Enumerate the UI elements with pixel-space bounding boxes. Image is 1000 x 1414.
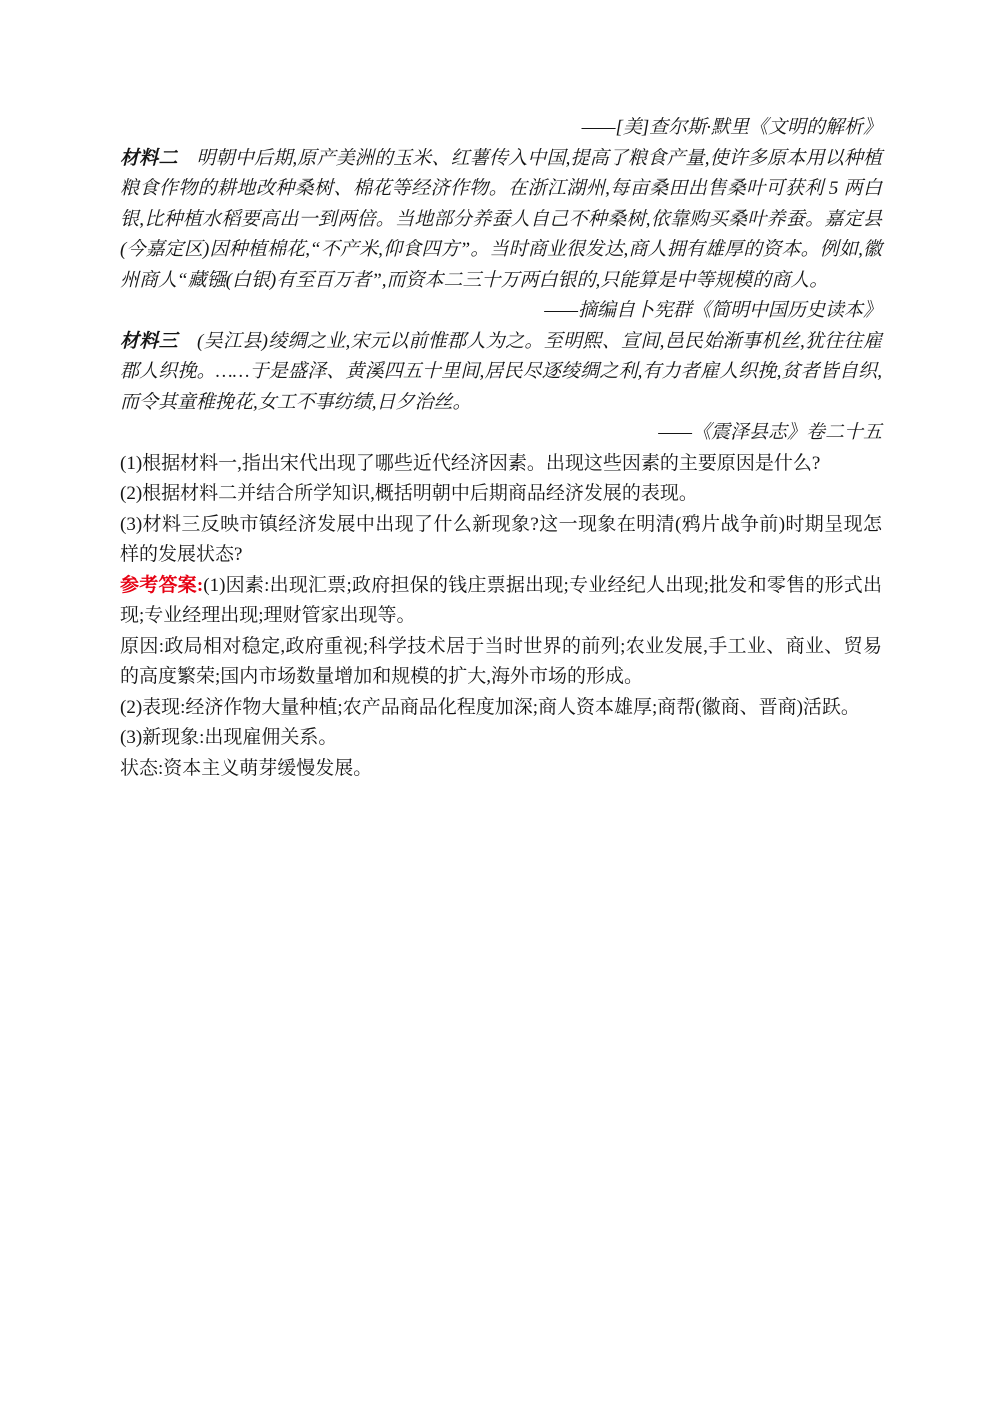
question-3: (3)材料三反映市镇经济发展中出现了什么新现象?这一现象在明清(鸦片战争前)时期呈现怎样的发展状态? <box>120 513 882 565</box>
answer-paragraph-2: 原因:政局相对稳定,政府重视;科学技术居于当时世界的前列;农业发展,手工业、商业、贸易的高度繁荣;国内市场数量增加和规模的扩大,海外市场的形成。 <box>120 635 882 687</box>
page-content <box>120 113 882 784</box>
question-1: (1)根据材料一,指出宋代出现了哪些近代经济因素。出现这些因素的主要原因是什么? <box>120 452 821 474</box>
material2-attribution: ——摘编自卜宪群《简明中国历史读本》 <box>544 300 882 321</box>
question-2: (2)根据材料二并结合所学知识,概括明朝中后期商品经济发展的表现。 <box>120 483 698 504</box>
material2-text: 明朝中后期,原产美洲的玉米、红薯传入中国,提高了粮食产量,使许多原本用以种植粮食作物的耕地改种桑树、棉花等经济作物。在浙江湖州,每亩桑田出售桑叶可获利 5 两白银,比种植水稻要高出一到两倍。当地部分养蚕人自己不种桑树,依靠购买桑叶养蚕。嘉定县(今嘉定区)因种植棉花,“不产米,仰食四方”。当时商业很发达,商人拥有雄厚的资本。例如,徽州商人“藏镪(白银)有至百万者”,而资本二三十万两白银的,只能算是中等规模的商人。 <box>120 147 882 291</box>
answer-label: 参考答案: <box>120 574 204 596</box>
material3-label: 材料三 <box>120 330 178 352</box>
material3-paragraph <box>120 327 882 419</box>
material3-attribution: ——《震泽县志》卷二十五 <box>658 422 882 443</box>
answer-paragraph-4: (3)新现象:出现雇佣关系。 <box>120 727 338 748</box>
material2-label: 材料二 <box>120 147 178 169</box>
answer-text-1: (1)因素:出现汇票;政府担保的钱庄票据出现;专业经纪人出现;批发和零售的形式出现;专业经理出现;理财管家出现等。 <box>120 574 882 626</box>
material2-paragraph <box>120 144 882 297</box>
answer-paragraph-3: (2)表现:经济作物大量种植;农产品商品化程度加深;商人资本雄厚;商帮(徽商、晋商)活跃。 <box>120 696 860 718</box>
answer-paragraph-5: 状态:资本主义萌芽缓慢发展。 <box>120 757 373 779</box>
material3-text: (吴江县)绫绸之业,宋元以前惟郡人为之。至明熙、宣间,邑民始渐事机丝,犹往往雇郡人织挽。……于是盛泽、黄溪四五十里间,居民尽逐绫绸之利,有力者雇人织挽,贫者皆自织,而令其童稚挽花,女工不事纺绩,日夕治丝。 <box>120 330 882 413</box>
material1-attribution: ——[美]查尔斯·默里《文明的解析》 <box>581 117 882 138</box>
answer-paragraph-1 <box>120 571 882 632</box>
